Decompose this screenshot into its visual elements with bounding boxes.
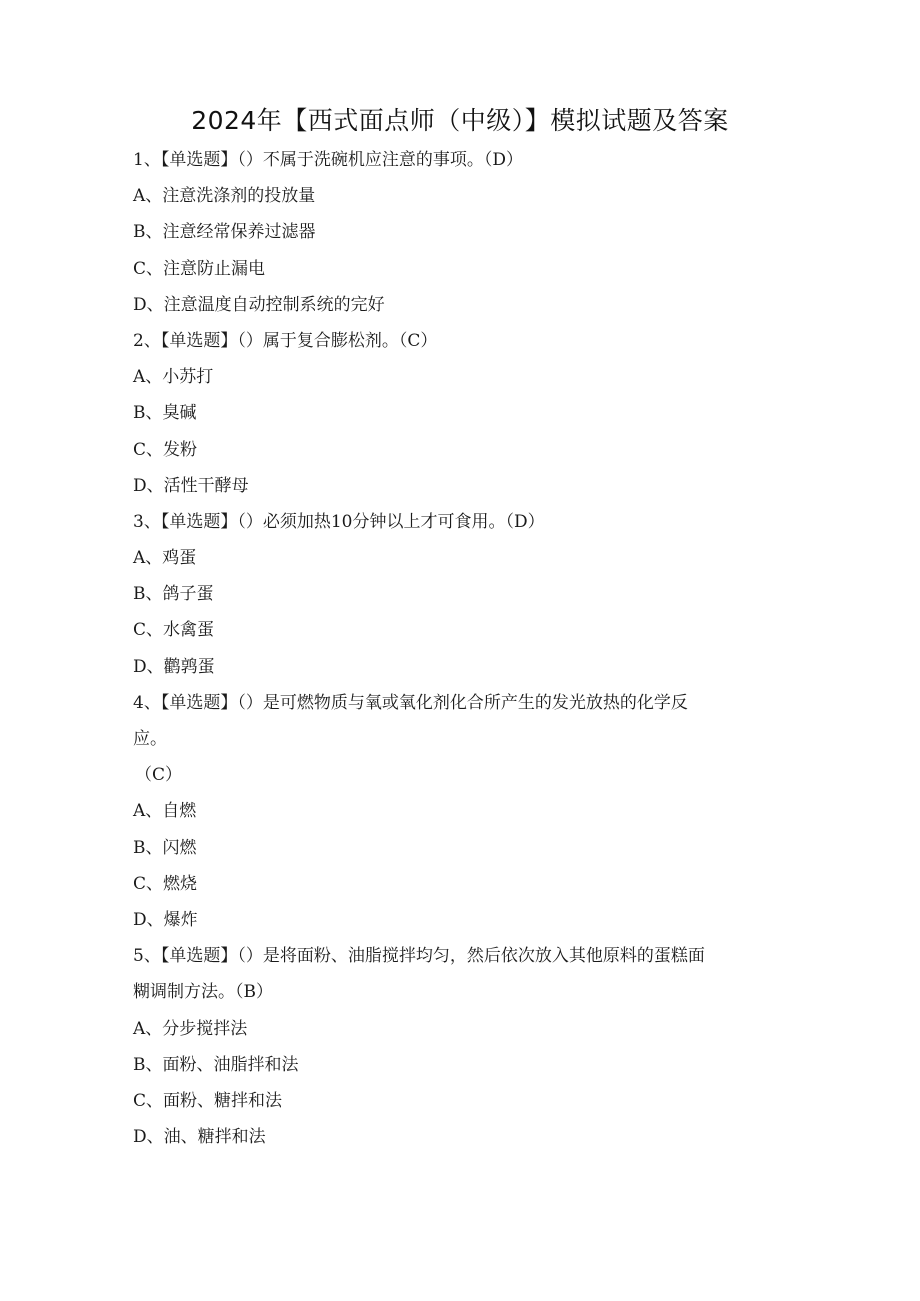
option-b: B、鸽子蛋 <box>133 584 214 605</box>
question-stem: 2、【单选题】（）属于复合膨松剂。（C） <box>133 330 438 351</box>
question-stem-continuation: 应。 <box>133 729 167 749</box>
option-a: A、注意洗涤剂的投放量 <box>133 186 316 207</box>
question-item <box>133 685 783 938</box>
question-stem: 4、【单选题】（）是可燃物质与氧或氧化剂化合所产生的发光放热的化学反 <box>133 692 688 713</box>
option-b: B、注意经常保养过滤器 <box>133 222 316 243</box>
question-item <box>133 142 783 323</box>
option-a: A、鸡蛋 <box>133 548 197 569</box>
option-a: A、小苏打 <box>133 367 214 388</box>
option-c: C、水禽蛋 <box>133 620 215 641</box>
option-d: D、活性干酵母 <box>133 475 249 496</box>
option-d: D、鹳鹑蛋 <box>133 656 215 677</box>
question-answer: （C） <box>135 765 183 786</box>
option-a: A、分步搅拌法 <box>133 1018 248 1039</box>
option-c: C、燃烧 <box>133 873 198 894</box>
option-b: B、闪燃 <box>133 837 197 858</box>
question-item <box>133 938 783 1155</box>
question-item <box>133 504 783 685</box>
option-c: C、注意防止漏电 <box>133 258 266 279</box>
option-d: D、油、糖拌和法 <box>133 1127 266 1148</box>
question-list <box>133 142 783 1155</box>
option-a: A、自燃 <box>133 801 197 822</box>
question-item <box>133 323 783 504</box>
option-b: B、面粉、油脂拌和法 <box>133 1054 299 1075</box>
option-c: C、面粉、糖拌和法 <box>133 1090 283 1111</box>
question-stem: 1、【单选题】（）不属于洗碗机应注意的事项。（D） <box>133 150 523 170</box>
document-title: 2024年【西式面点师（中级）】模拟试题及答案 <box>191 106 729 135</box>
question-stem-continuation: 糊调制方法。（B） <box>133 982 273 1003</box>
option-c: C、发粉 <box>133 439 198 460</box>
question-stem: 3、【单选题】（）必须加热10分钟以上才可食用。（D） <box>133 511 545 532</box>
option-d: D、爆炸 <box>133 909 198 930</box>
option-b: B、臭碱 <box>133 403 197 424</box>
question-stem: 5、【单选题】（）是将面粉、油脂搅拌均匀，然后依次放入其他原料的蛋糕面 <box>133 946 705 967</box>
option-d: D、注意温度自动控制系统的完好 <box>133 294 385 315</box>
